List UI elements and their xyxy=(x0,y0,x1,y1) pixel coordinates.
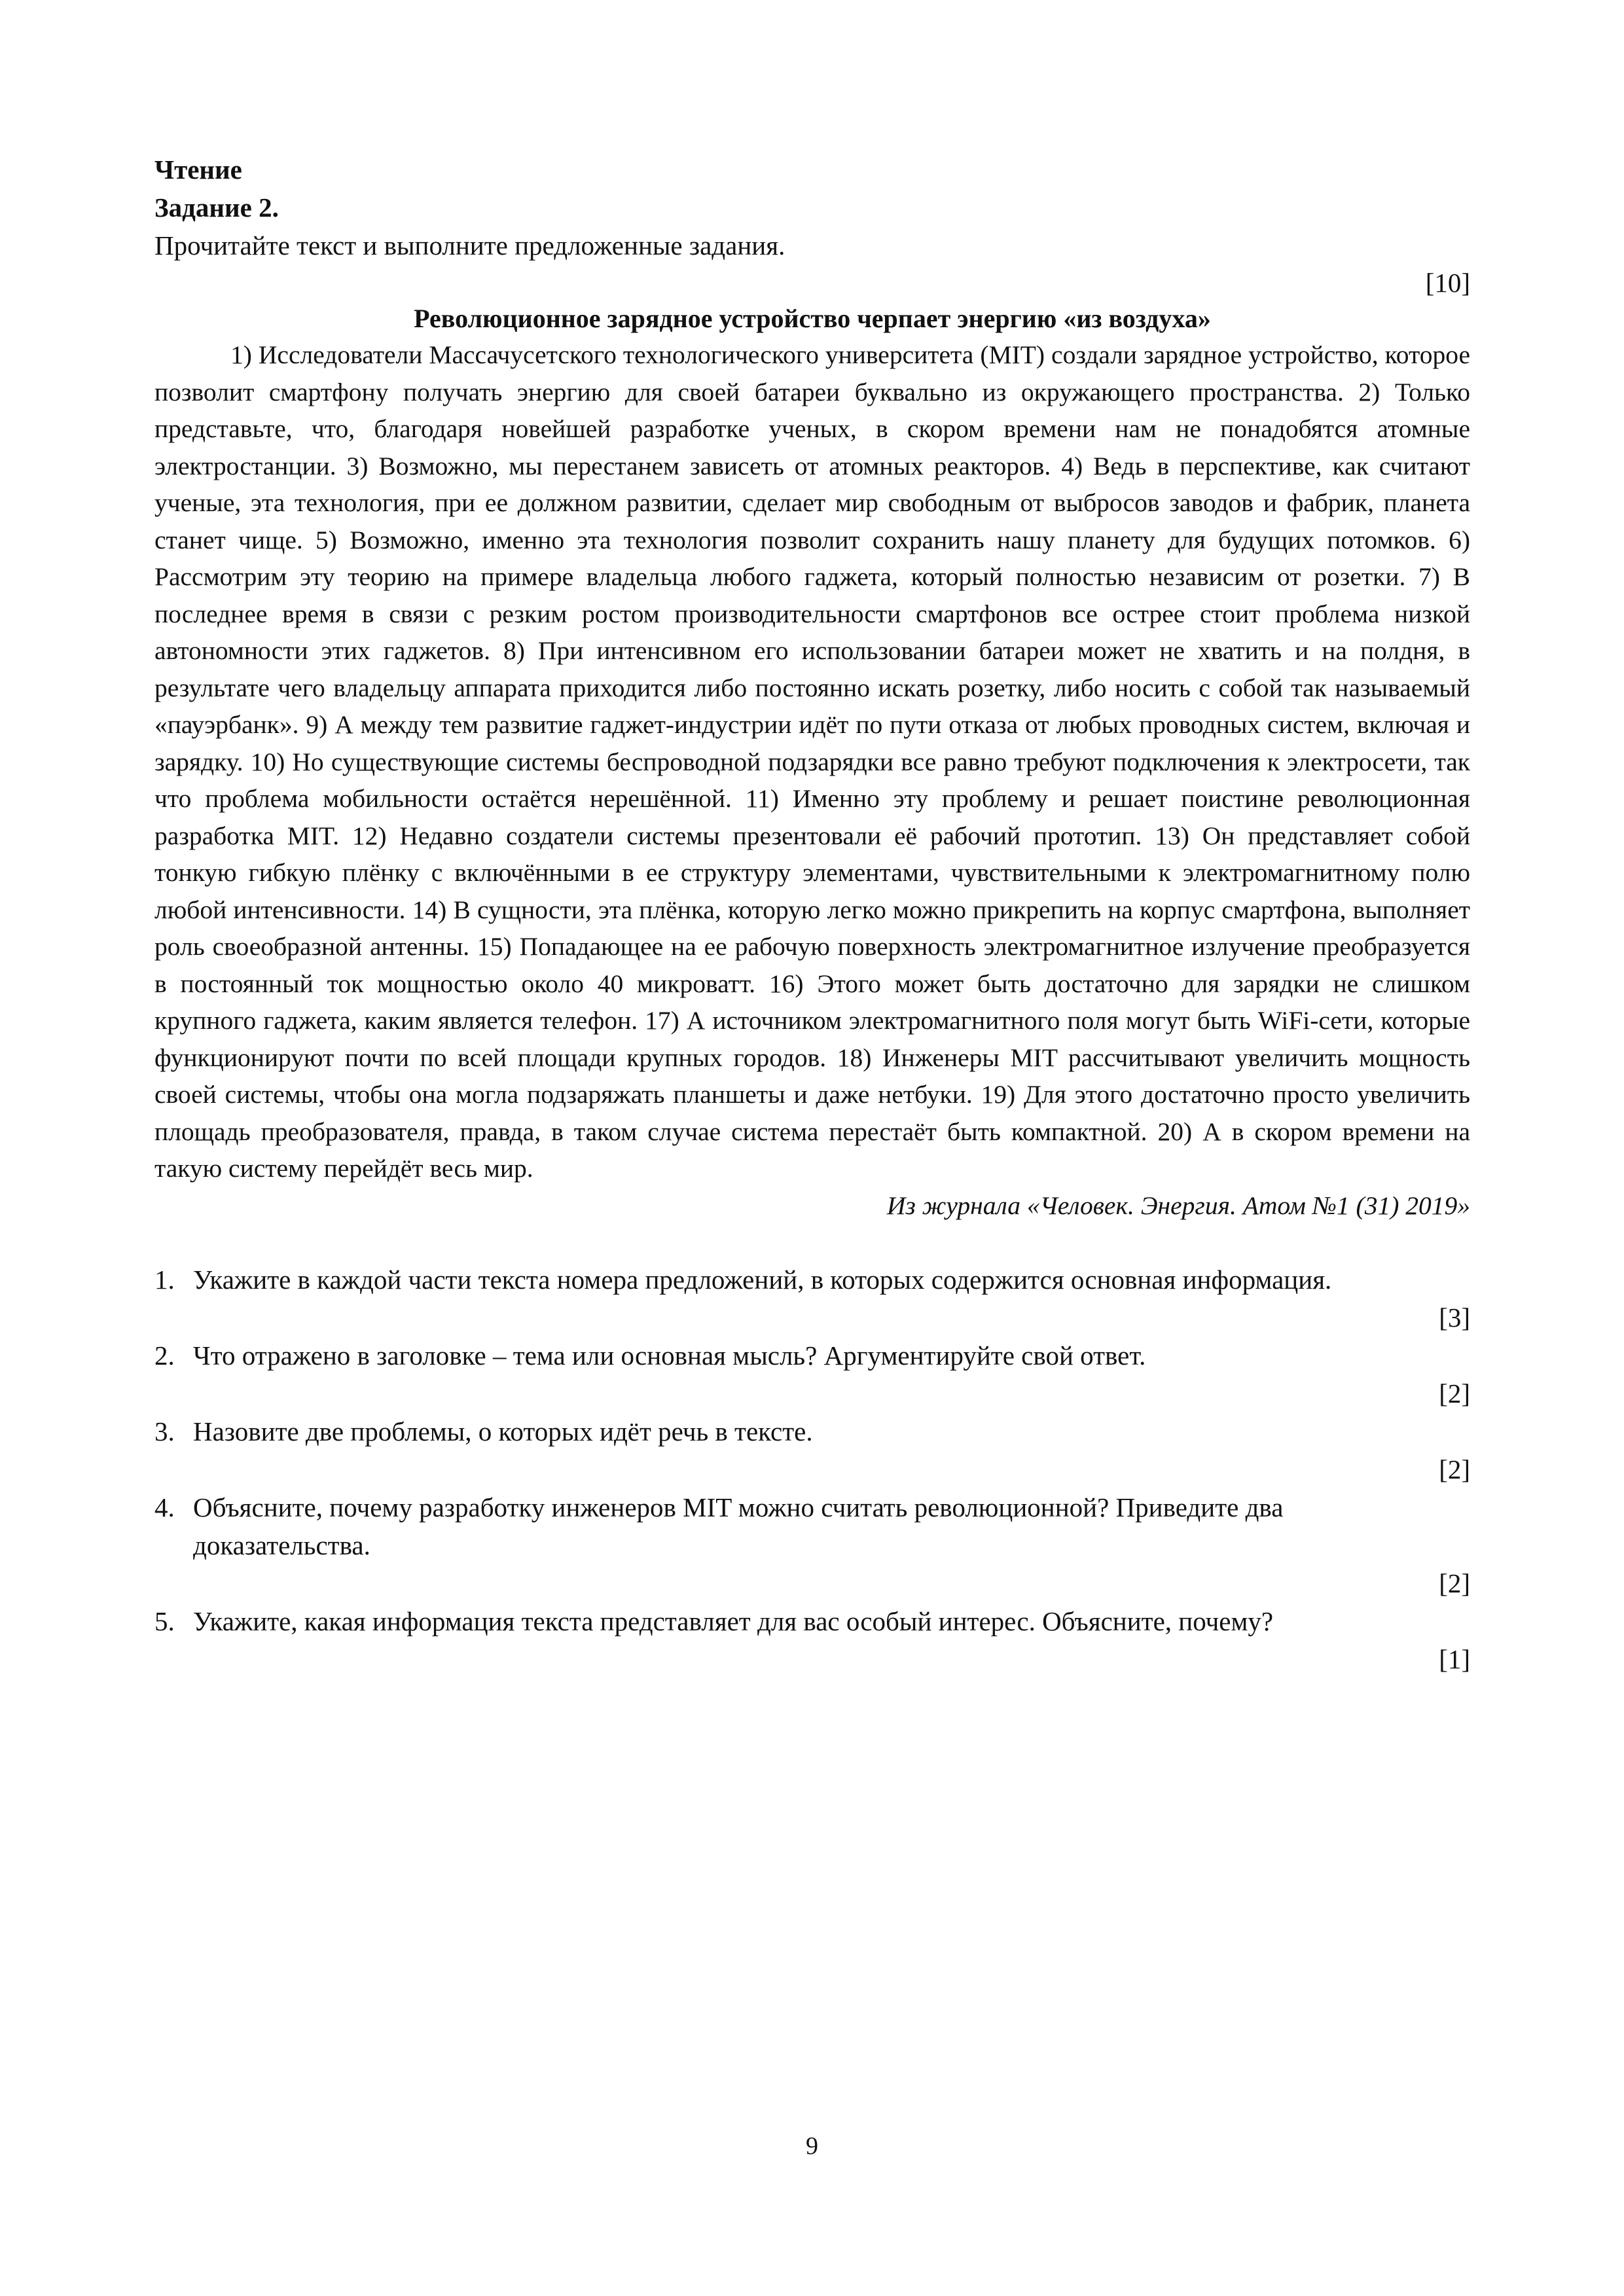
question-number: 5. xyxy=(154,1605,175,1636)
question-text: Укажите, какая информация текста представляет для вас особый интерес. Объясните, почему? xyxy=(193,1605,1274,1636)
question-item xyxy=(154,1336,1470,1412)
question-number: 2. xyxy=(154,1340,175,1371)
page-number: 9 xyxy=(806,2132,818,2160)
section-heading: Чтение xyxy=(154,154,242,185)
question-number: 1. xyxy=(154,1264,175,1295)
question-text: Что отражено в заголовке – тема или основная мысль? Аргументируйте свой ответ. xyxy=(193,1340,1146,1371)
task-score: [10] xyxy=(1425,268,1470,298)
question-number: 4. xyxy=(154,1492,175,1522)
question-score: [2] xyxy=(1439,1454,1470,1484)
question-list xyxy=(154,1261,1470,1678)
question-item xyxy=(154,1602,1470,1678)
question-score: [2] xyxy=(1439,1568,1470,1598)
article-source: Из журнала «Человек. Энергия. Атом №1 (31) 2019» xyxy=(886,1191,1470,1220)
question-item xyxy=(154,1261,1470,1336)
question-item xyxy=(154,1412,1470,1488)
question-score: [3] xyxy=(1439,1302,1470,1333)
question-item xyxy=(154,1488,1470,1602)
question-text: Объясните, почему разработку инженеров MIT можно считать революционной? Приведите два доказательства. xyxy=(193,1492,1284,1560)
question-score: [2] xyxy=(1439,1378,1470,1408)
question-number: 3. xyxy=(154,1416,175,1446)
question-text: Назовите две проблемы, о которых идёт речь в тексте. xyxy=(193,1416,813,1446)
question-text: Укажите в каждой части текста номера предложений, в которых содержится основная информация. xyxy=(193,1264,1332,1295)
question-score: [1] xyxy=(1439,1643,1470,1674)
article-body: 1) Исследователи Массачусетского технологического университета (MIT) создали зарядное устройство, которое позволит смартфону получать энергию для своей батареи буквально из окружающего пространства. 2) Только представьте, что, благодаря новейшей разработке ученых, в скором времени нам не понадобятся атомные электростанции. 3) Возможно, мы перестанем зависеть от атомных реакторов. 4) Ведь в перспективе, как считают ученые, эта технология, при ее должном развитии, сделает мир свободным от выбросов заводов и фабрик, планета станет чище. 5) Возможно, именно эта технология позволит сохранить нашу планету для будущих потомков. 6) Рассмотрим эту теорию на примере владельца любого гаджета, который полностью независим от розетки. 7) В последнее время в связи с резким ростом производительности смартфонов все острее стоит проблема низкой автономности этих гаджетов. 8) При интенсивном его использовании батареи может не хватить и на полдня, в результате чего владельцу аппарата приходится либо постоянно искать розетку, либо носить с собой так называемый «пауэрбанк». 9) А между тем развитие гаджет-индустрии идёт по пути отказа от любых проводных систем, включая и зарядку. 10) Но существующие системы беспроводной подзарядки все равно требуют подключения к электросети, так что проблема мобильности остаётся нерешённой. 11) Именно эту проблему и решает поистине революционная разработка MIT. 12) Недавно создатели системы презентовали её рабочий прототип. 13) Он представляет собой тонкую гибкую плёнку с включёнными в ее структуру элементами, чувствительными к электромагнитному полю любой интенсивности. 14) В сущности, эта плёнка, которую легко можно прикрепить на корпус смартфона, выполняет роль своеобразной антенны. 15) Попадающее на ее рабочую поверхность электромагнитное излучение преобразуется в постоянный ток мощностью около 40 микроватт. 16) Этого может быть достаточно для зарядки не слишком крупного гаджета, каким является телефон. 17) А источником электромагнитного поля могут быть WiFi-сети, которые функционируют почти по всей площади крупных городов. 18) Инженеры MIT рассчитывают увеличить мощность своей системы, чтобы она могла подзаряжать планшеты и даже нетбуки. 19) Для этого достаточно просто увеличить площадь преобразователя, правда, в таком случае система перестаёт быть компактной. 20) А в скором времени на такую систему перейдёт весь мир. xyxy=(154,340,1470,1183)
document-page xyxy=(154,151,1470,1678)
task-instruction: Прочитайте текст и выполните предложенные задания. xyxy=(154,230,785,260)
task-heading: Задание 2. xyxy=(154,192,279,223)
article-title: Революционное зарядное устройство черпает энергию «из воздуха» xyxy=(414,304,1211,333)
